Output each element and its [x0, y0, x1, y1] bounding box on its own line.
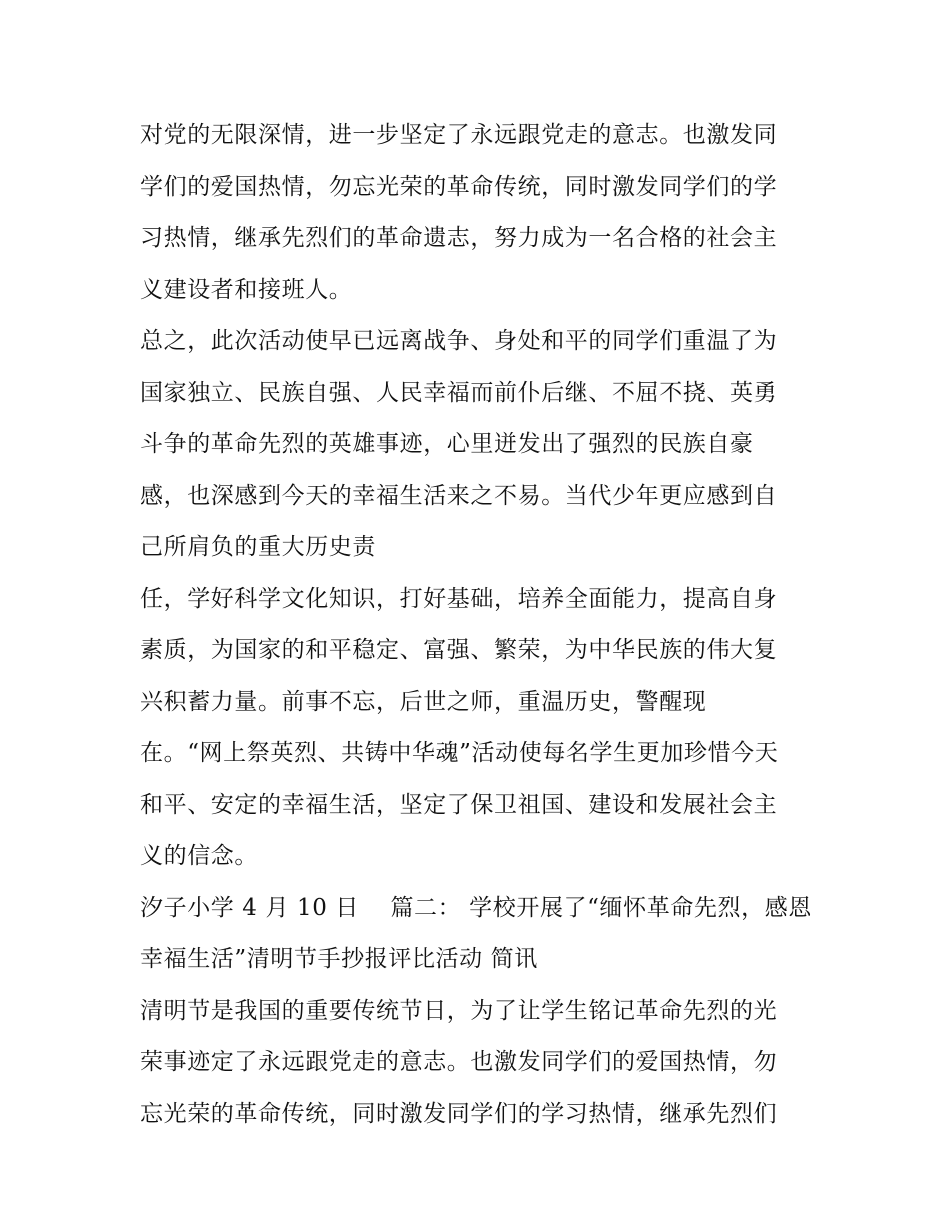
text-line: 幸福生活”清明节手抄报评比活动 简讯	[140, 946, 538, 972]
text-line: 任，学好科学文化知识，打好基础，培养全面能力，提高自身	[140, 585, 778, 612]
text-line: 感，也深感到今天的幸福生活来之不易。当代少年更应感到自	[140, 482, 778, 509]
text-line: 汐子小学 4 月 10 日 篇二： 学校开展了“缅怀革命先烈，感恩	[140, 894, 812, 921]
text-line: 斗争的革命先烈的英雄事迹，心里迸发出了强烈的民族自豪	[140, 431, 754, 457]
text-line: 总之，此次活动使早已远离战争、身处和平的同学们重温了为	[140, 328, 778, 354]
text-line: 忘光荣的革命传统，同时激发同学们的学习热情，继承先烈们	[140, 1100, 778, 1127]
text-line: 己所肩负的重大历史责	[140, 534, 376, 560]
text-line: 学们的爱国热情，勿忘光荣的革命传统，同时激发同学们的学	[140, 173, 778, 200]
text-line: 对党的无限深情，进一步坚定了永远跟党走的意志。也激发同	[140, 122, 778, 148]
text-line: 义的信念。	[140, 843, 258, 869]
text-line: 荣事迹定了永远跟党走的意志。也激发同学们的爱国热情，勿	[140, 1049, 778, 1075]
text-line: 素质，为国家的和平稳定、富强、繁荣，为中华民族的伟大复	[140, 637, 778, 663]
text-line: 在。“网上祭英烈、共铸中华魂”活动使每名学生更加珍惜今天	[140, 740, 779, 766]
text-line: 和平、安定的幸福生活，坚定了保卫祖国、建设和发展社会主	[140, 791, 778, 818]
text-line: 兴积蓄力量。前事不忘，后世之师，重温历史，警醒现	[140, 688, 707, 715]
text-line: 习热情，继承先烈们的革命遗志，努力成为一名合格的社会主	[140, 225, 778, 251]
text-line: 国家独立、民族自强、人民幸福而前仆后继、不屈不挠、英勇	[140, 379, 778, 406]
document-body	[140, 110, 820, 1140]
text-line: 义建设者和接班人。	[140, 276, 353, 303]
text-line: 清明节是我国的重要传统节日，为了让学生铭记革命先烈的光	[140, 997, 778, 1024]
